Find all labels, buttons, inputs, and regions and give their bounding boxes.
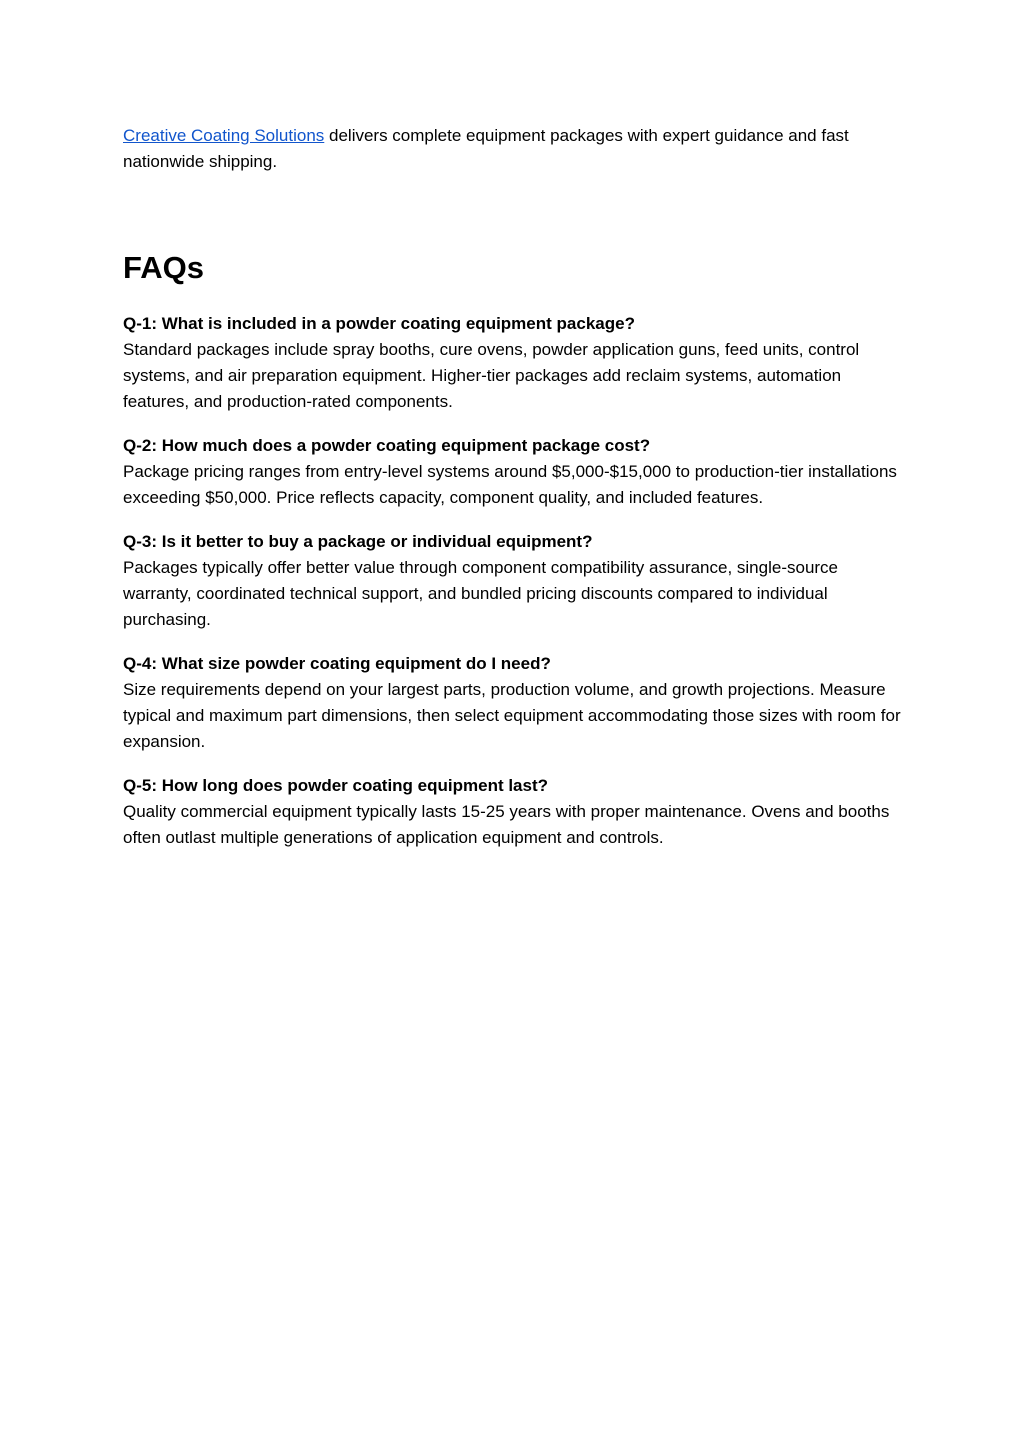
faq-item-5	[123, 773, 905, 851]
faq-answer-1: Standard packages include spray booths, cure ovens, powder application guns, feed units, control systems, and air preparation equipment. Higher-tier packages add reclaim systems, automation features, and production-rated components.	[123, 340, 860, 411]
faq-item-4	[123, 651, 905, 755]
faq-answer-3: Packages typically offer better value through component compatibility assurance, single-source warranty, coordinated technical support, and bundled pricing discounts compared to individual purchasing.	[123, 558, 839, 629]
faqs-heading: FAQs	[123, 250, 204, 285]
intro-paragraph	[123, 123, 905, 175]
faq-answer-5: Quality commercial equipment typically lasts 15-25 years with proper maintenance. Ovens and booths often outlast multiple generations of application equipment and controls.	[123, 802, 890, 847]
faq-answer-2: Package pricing ranges from entry-level systems around $5,000-$15,000 to production-tier installations exceeding $50,000. Price reflects capacity, component quality, and included features.	[123, 462, 897, 507]
faq-item-1	[123, 311, 905, 415]
faq-question-1: Q-1: What is included in a powder coating equipment package?	[123, 314, 635, 333]
faq-question-5: Q-5: How long does powder coating equipment last?	[123, 776, 549, 795]
faq-question-4: Q-4: What size powder coating equipment do I need?	[123, 654, 551, 673]
faq-question-2: Q-2: How much does a powder coating equipment package cost?	[123, 436, 651, 455]
faq-item-3	[123, 529, 905, 633]
intro-text: delivers complete equipment packages with expert guidance and fast nationwide shipping.	[123, 126, 849, 171]
faq-item-2	[123, 433, 905, 511]
faq-answer-4: Size requirements depend on your largest parts, production volume, and growth projections. Measure typical and maximum part dimensions, then select equipment accommodating those sizes with room for expansion.	[123, 680, 901, 751]
faq-question-3: Q-3: Is it better to buy a package or individual equipment?	[123, 532, 593, 551]
creative-coating-solutions-link[interactable]: Creative Coating Solutions	[123, 126, 325, 145]
document-content	[123, 123, 905, 869]
